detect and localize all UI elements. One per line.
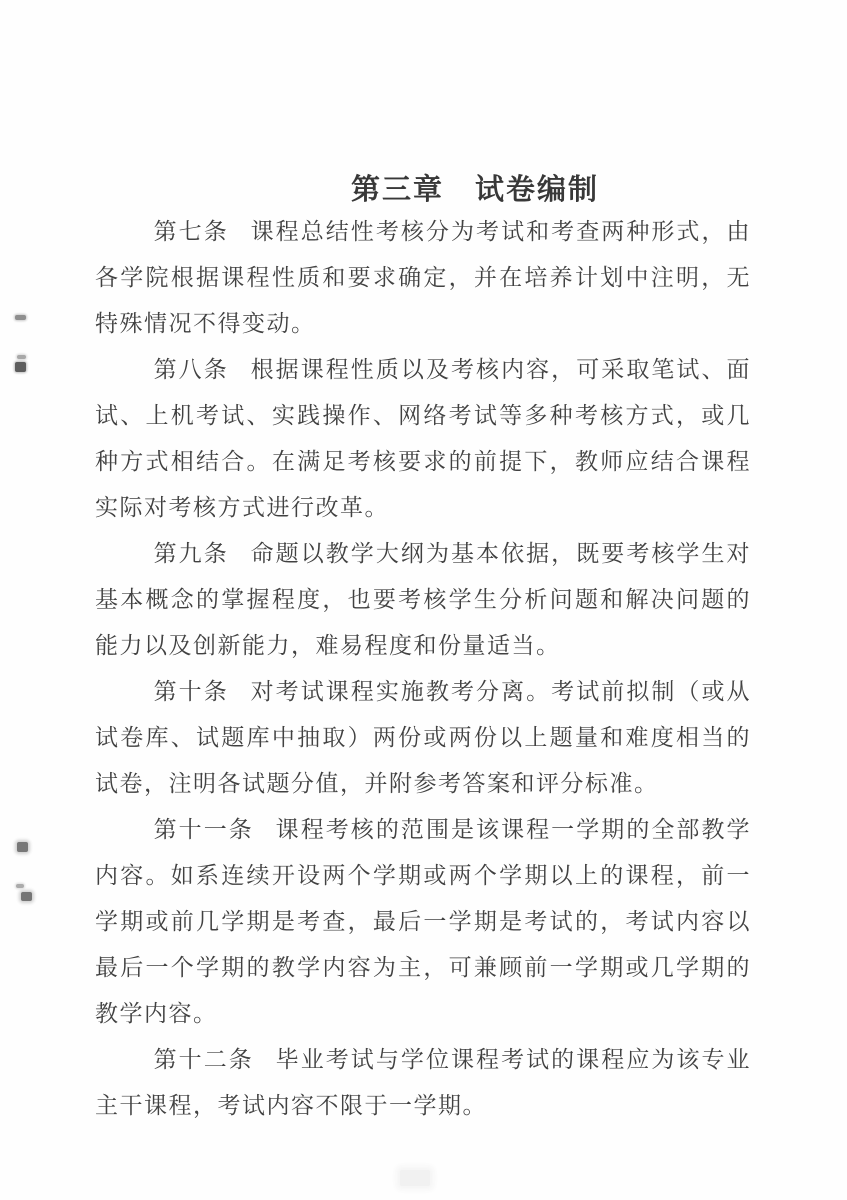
scan-smudge [15,362,26,372]
article-8-number: 第八条 [153,357,229,382]
article-10-text: 对考试课程实施教考分离。考试前拟制（或从试卷库、试题库中抽取）两份或两份以上题量和难度相当的试卷，注明各试题分值，并附参考答案和评分标准。 [95,679,752,796]
scan-smudge [17,842,28,852]
scan-smudge [16,884,24,888]
article-11-number: 第十一条 [153,817,254,842]
article-7-text: 课程总结性考核分为考试和考查两种形式，由各学院根据课程性质和要求确定，并在培养计划中注明，无特殊情况不得变动。 [95,219,752,336]
article-12-number: 第十二条 [153,1047,254,1072]
article-7 [95,209,751,347]
scan-smudge [15,315,26,320]
article-9 [95,531,751,669]
article-12-text: 毕业考试与学位课程考试的课程应为该专业主干课程，考试内容不限于一学期。 [95,1047,752,1118]
article-8-text: 根据课程性质以及考核内容，可采取笔试、面试、上机考试、实践操作、网络考试等多种考核方式，或几种方式相结合。在满足考核要求的前提下，教师应结合课程实际对考核方式进行改革。 [95,357,752,520]
scan-smudge [21,892,32,901]
article-11-text: 课程考核的范围是该课程一学期的全部教学内容。如系连续开设两个学期或两个学期以上的课程，前一学期或前几学期是考查，最后一学期是考试的，考试内容以最后一个学期的教学内容为主，可兼顾前一学期或几学期的教学内容。 [95,817,752,1026]
article-10 [95,669,751,807]
document-body [95,209,751,1129]
article-9-text: 命题以教学大纲为基本依据，既要考核学生对基本概念的掌握程度，也要考核学生分析问题和解决问题的能力以及创新能力，难易程度和份量适当。 [95,541,752,658]
chapter-title: 第三章 试卷编制 [350,174,599,207]
article-10-number: 第十条 [153,679,229,704]
article-12 [95,1037,751,1129]
article-11 [95,807,751,1037]
article-9-number: 第九条 [153,541,229,566]
article-8 [95,347,751,531]
scan-smudge [400,1170,430,1186]
scan-smudge [17,355,26,359]
article-7-number: 第七条 [153,219,229,244]
